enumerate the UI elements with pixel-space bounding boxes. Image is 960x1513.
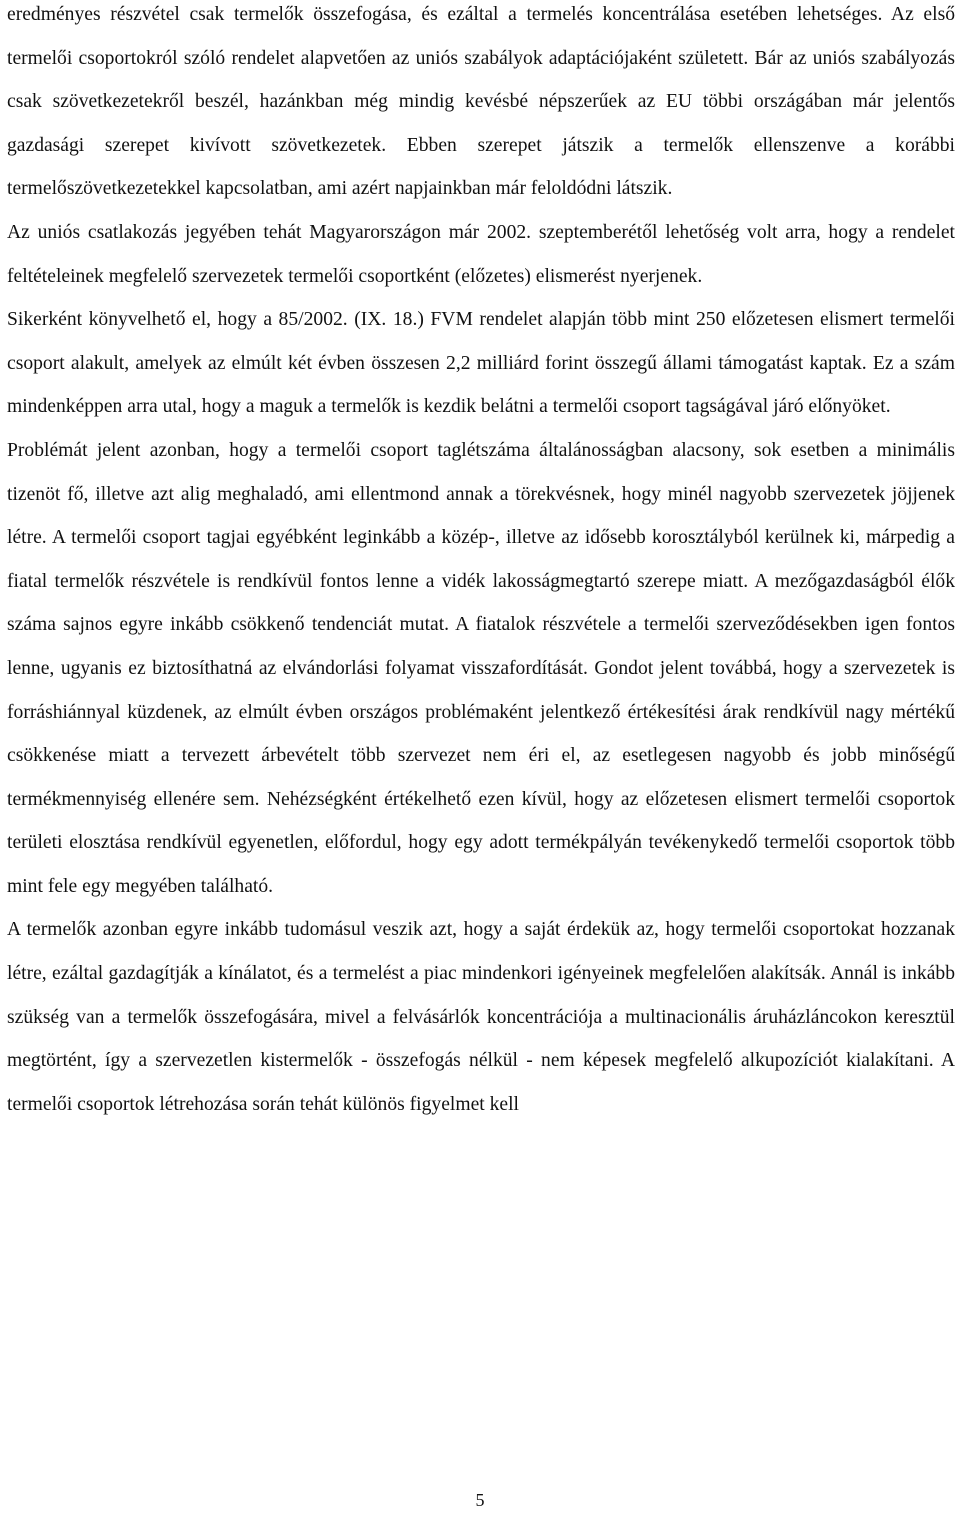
document-page (7, 0, 955, 1126)
paragraph-1: eredményes részvétel csak termelők összefogása, és ezáltal a termelés koncentrálása esetében lehetséges. Az első termelői csoportokról szóló rendelet alapvetően az uniós szabályok adaptációjaként született. Bár az uniós szabályozás csak szövetkezetekről beszél, hazánkban még mindig kevésbé népszerűek az EU többi országában már jelentős gazdasági szerepet kivívott szövetkezetek. Ebben szerepet játszik a termelők ellenszenve a korábbi termelőszövetkezetekkel kapcsolatban, ami azért napjainkban már feloldódni látszik. (7, 4, 955, 200)
page-number: 5 (475, 1490, 485, 1510)
paragraph-2: Az uniós csatlakozás jegyében tehát Magyarországon már 2002. szeptemberétől lehetőség volt arra, hogy a rendelet feltételeinek megfelelő szervezetek termelői csoportként (előzetes) elismerést nyerjenek. (7, 221, 955, 287)
paragraph-3: Sikerként könyvelhető el, hogy a 85/2002. (IX. 18.) FVM rendelet alapján több mint 250 előzetesen elismert termelői csoport alakult, amelyek az elmúlt két évben összesen 2,2 milliárd forint összegű állami támogatást kaptak. Ez a szám mindenképpen arra utal, hogy a maguk a termelők is kezdik belátni a termelői csoport tagságával járó előnyöket. (7, 309, 955, 418)
paragraph-4: Problémát jelent azonban, hogy a termelői csoport taglétszáma általánosságban alacsony, sok esetben a minimális tizenöt fő, illetve azt alig meghaladó, ami ellentmond annak a törekvésnek, hogy minél nagyobb szervezetek jöjjenek létre. A termelői csoport tagjai egyébként leginkább a közép-, illetve az idősebb korosztályból kerülnek ki, márpedig a fiatal termelők részvétele is rendkívül fontos lenne a vidék lakosságmegtartó szerepe miatt. A mezőgazdaságból élők száma sajnos egyre inkább csökkenő tendenciát mutat. A fiatalok részvétele a termelői szerveződésekben igen fontos lenne, ugyanis ez biztosíthatná az elvándorlási folyamat visszafordítását. Gondot jelent továbbá, hogy a szervezetek is forráshiánnyal küzdenek, az elmúlt évben országos problémaként jelentkező értékesítési árak rendkívül nagy mértékű csökkenése miatt a tervezett árbevételt több szervezet nem éri el, az esetlegesen nagyobb és jobb minőségű termékmennyiség ellenére sem. Nehézségként értékelhető ezen kívül, hogy az előzetesen elismert termelői csoportok területi elosztása rendkívül egyenetlen, előfordul, hogy egy adott termékpályán tevékenykedő termelői csoportok több mint fele egy megyében található. (7, 439, 955, 897)
paragraph-5: A termelők azonban egyre inkább tudomásul veszik azt, hogy a saját érdekük az, hogy termelői csoportokat hozzanak létre, ezáltal gazdagítják a kínálatot, és a termelést a piac mindenkori igényeinek megfelelően alakítsák. Annál is inkább szükség van a termelők összefogására, mivel a felvásárlók koncentrációja a multinacionális áruházláncokon keresztül megtörtént, így a szervezetlen kistermelők - összefogás nélkül - nem képesek megfelelő alkupozíciót kialakítani. A termelői csoportok létrehozása során tehát különös figyelmet kell (7, 919, 955, 1115)
